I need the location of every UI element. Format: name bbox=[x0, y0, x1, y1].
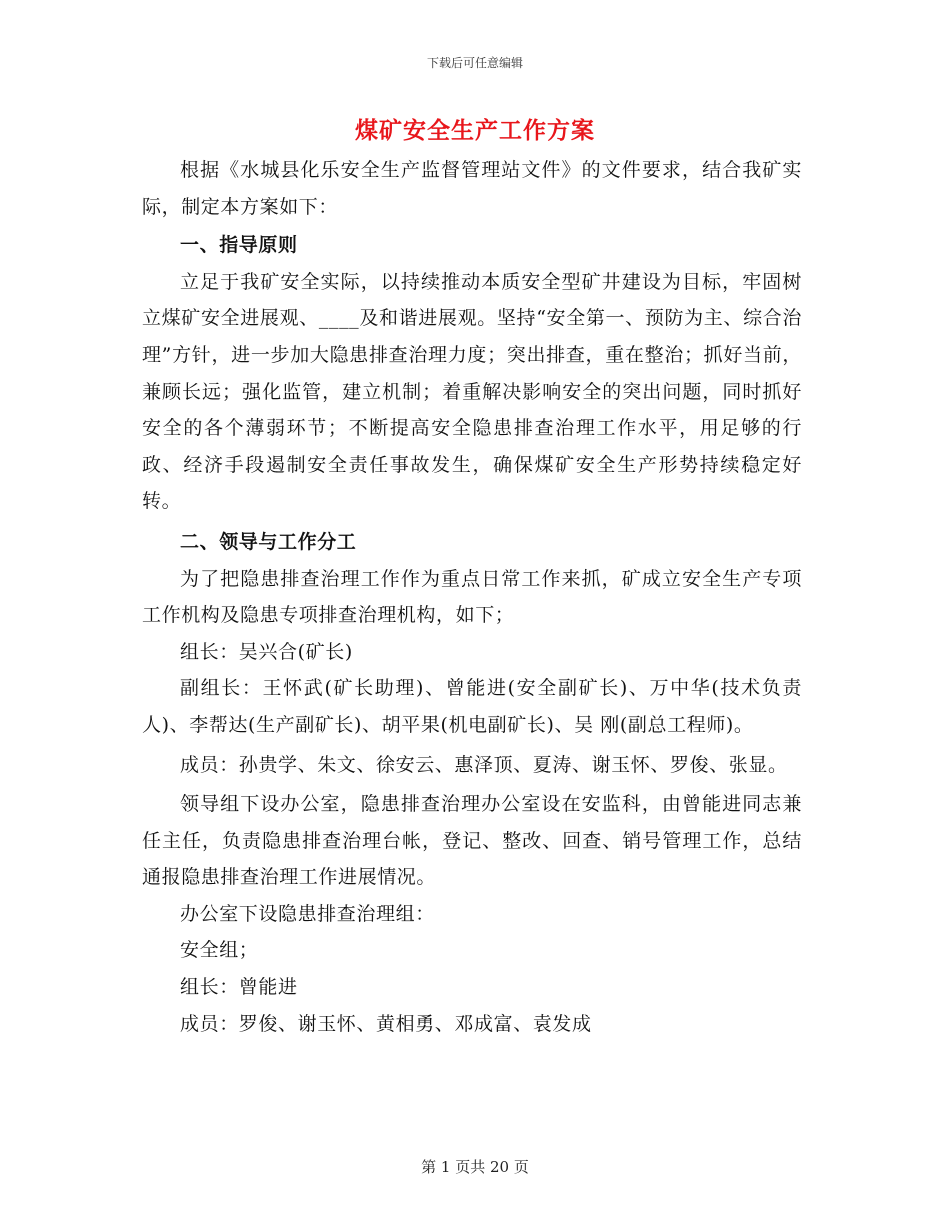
deputy-leaders-paragraph: 副组长：王怀武(矿长助理)、曾能进(安全副矿长)、万中华(技术负责人)、李帮达(生产副矿长)、胡平果(机电副矿长)、吴 刚(副总工程师)。 bbox=[142, 677, 802, 736]
document-body bbox=[142, 152, 802, 1042]
group-leader-line: 组长：吴兴合(矿长) bbox=[180, 640, 353, 663]
guiding-principles-paragraph: 立足于我矿安全实际，以持续推动本质安全型矿井建设为目标，牢固树立煤矿安全进展观、____及和谐进展观。坚持“安全第一、预防为主、综合治理”方针，进一步加大隐患排查治理力度；突出排查，重在整治；抓好当前，兼顾长远；强化监管，建立机制；着重解决影响安全的突出问题，同时抓好安全的各个薄弱环节；不断提高安全隐患排查治理工作水平，用足够的行政、经济手段遏制安全责任事故发生，确保煤矿安全生产形势持续稳定好转。 bbox=[142, 270, 802, 513]
safety-group-members-line: 成员：罗俊、谢玉怀、黄相勇、邓成富、袁发成 bbox=[180, 1012, 592, 1035]
safety-group-leader-line: 组长：曾能进 bbox=[180, 976, 298, 999]
office-paragraph: 领导组下设办公室，隐患排查治理办公室设在安监科，由曾能进同志兼任主任，负责隐患排查治理台帐，登记、整改、回查、销号管理工作，总结通报隐患排查治理工作进展情况。 bbox=[142, 793, 802, 889]
page-header-note: 下载后可任意编辑 bbox=[426, 56, 523, 70]
office-subgroups-line: 办公室下设隐患排查治理组： bbox=[180, 902, 435, 925]
section-heading-leadership: 二、领导与工作分工 bbox=[180, 530, 357, 553]
leadership-intro-paragraph: 为了把隐患排查治理工作作为重点日常工作来抓，矿成立安全生产专项工作机构及隐患专项排查治理机构，如下； bbox=[142, 567, 802, 627]
members-paragraph: 成员：孙贵学、朱文、徐安云、惠泽顶、夏涛、谢玉怀、罗俊、张显。 bbox=[180, 753, 788, 776]
document-title: 煤矿安全生产工作方案 bbox=[355, 117, 595, 144]
safety-group-line: 安全组； bbox=[180, 939, 259, 962]
page-number-footer: 第 1 页共 20 页 bbox=[421, 1158, 529, 1176]
section-heading-guiding-principles: 一、指导原则 bbox=[180, 234, 298, 257]
intro-paragraph: 根据《水城县化乐安全生产监督管理站文件》的文件要求，结合我矿实际，制定本方案如下： bbox=[142, 159, 802, 218]
